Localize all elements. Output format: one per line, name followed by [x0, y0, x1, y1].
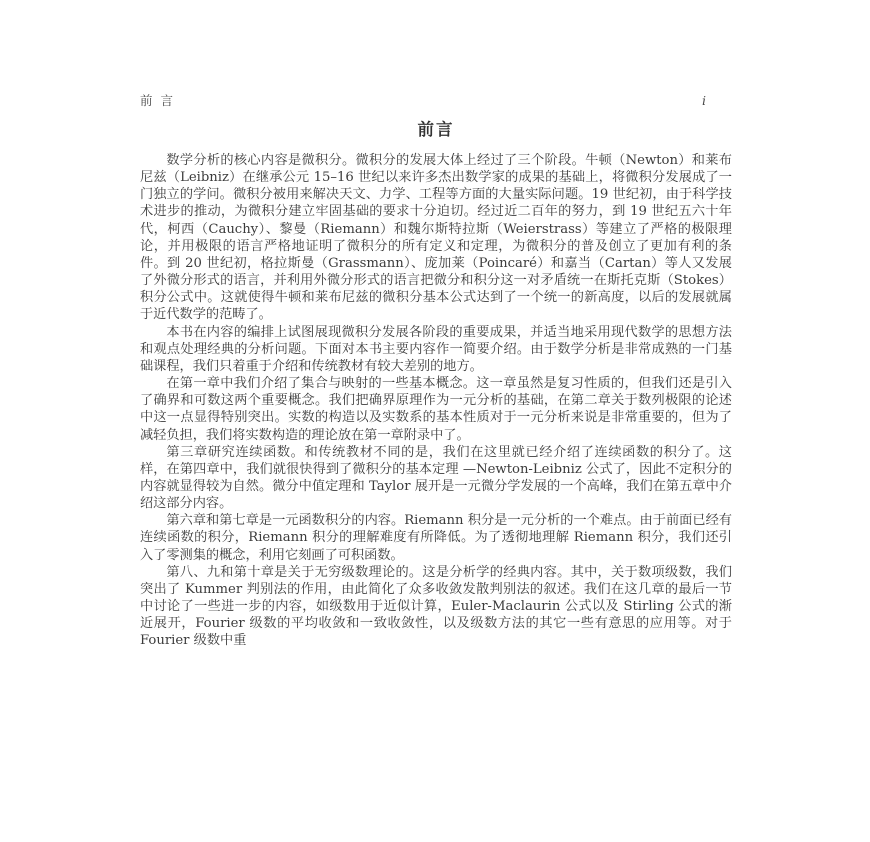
- page-header: [140, 93, 732, 108]
- paragraph: 第六章和第七章是一元函数积分的内容。Riemann 积分是一元分析的一个难点。由于前面已经有连续函数的积分，Riemann 积分的理解难度有所降低。为了透彻地理解 Riemann 积分，我们还引入了零测集的概念，利用它刻画了可积函数。: [140, 513, 732, 563]
- paragraph: 本书在内容的编排上试图展现微积分发展各阶段的重要成果，并适当地采用现代数学的思想方法和观点处理经典的分析问题。下面对本书主要内容作一简要介绍。由于数学分析是非常成熟的一门基础课程，我们只着重于介绍和传统教材有较大差别的地方。: [140, 324, 732, 374]
- paragraph: 第三章研究连续函数。和传统教材不同的是，我们在这里就已经介绍了连续函数的积分了。这样，在第四章中，我们就很快得到了微积分的基本定理 —Newton-Leibniz 公式了，因此不定积分的内容就显得较为自然。微分中值定理和 Taylor 展开是一元微分学发展的一个高峰，我们在第五章中介绍这部分内容。: [140, 444, 732, 512]
- paragraph: 数学分析的核心内容是微积分。微积分的发展大体上经过了三个阶段。牛顿（Newton）和莱布尼兹（Leibniz）在继承公元 15–16 世纪以来许多杰出数学家的成果的基础上，将微积分发展成了一门独立的学问。微积分被用来解决天文、力学、工程等方面的大量实际问题。19 世纪初，由于科学技术进步的推动，为微积分建立牢固基础的要求十分迫切。经过近二百年的努力，到 19 世纪五六十年代，柯西（Cauchy）、黎曼（Riemann）和魏尔斯特拉斯（Weierstrass）等建立了严格的极限理论，并用极限的语言严格地证明了微积分的所有定义和定理，为微积分的普及创立了更加有利的条件。到 20 世纪初，格拉斯曼（Grassmann）、庞加莱（Poincaré）和嘉当（Cartan）等人又发展了外微分形式的语言，并利用外微分形式的语言把微分和积分这一对矛盾统一在斯托克斯（Stokes）积分公式中。这就使得牛顿和莱布尼兹的微积分基本公式达到了一个统一的新高度，以后的发展就属于近代数学的范畴了。: [140, 153, 732, 323]
- paragraph: 在第一章中我们介绍了集合与映射的一些基本概念。这一章虽然是复习性质的，但我们还是引入了确界和可数这两个重要概念。我们把确界原理作为一元分析的基础，在第二章关于数列极限的论述中这一点显得特别突出。实数的构造以及实数系的基本性质对于一元分析来说是非常重要的，但为了减轻负担，我们将实数构造的理论放在第一章附录中了。: [140, 376, 732, 443]
- paragraph: 第八、九和第十章是关于无穷级数理论的。这是分析学的经典内容。其中，关于数项级数，我们突出了 Kummer 判别法的作用，由此简化了众多收敛发散判别法的叙述。我们在这几章的最后一节中讨论了一些进一步的内容，如级数用于近似计算，Euler-Maclaurin 公式以及 Stirling 公式的渐近展开，Fourier 级数的平均收敛和一致收敛性，以及级数方法的其它一些有意思的应用等。对于 Fourier 级数中重: [140, 564, 732, 649]
- text-block: [140, 93, 732, 650]
- running-header-title: 前 言: [140, 93, 175, 108]
- preface-body: [140, 152, 732, 650]
- page-number: i: [702, 93, 706, 108]
- page-title: 前言: [417, 120, 455, 139]
